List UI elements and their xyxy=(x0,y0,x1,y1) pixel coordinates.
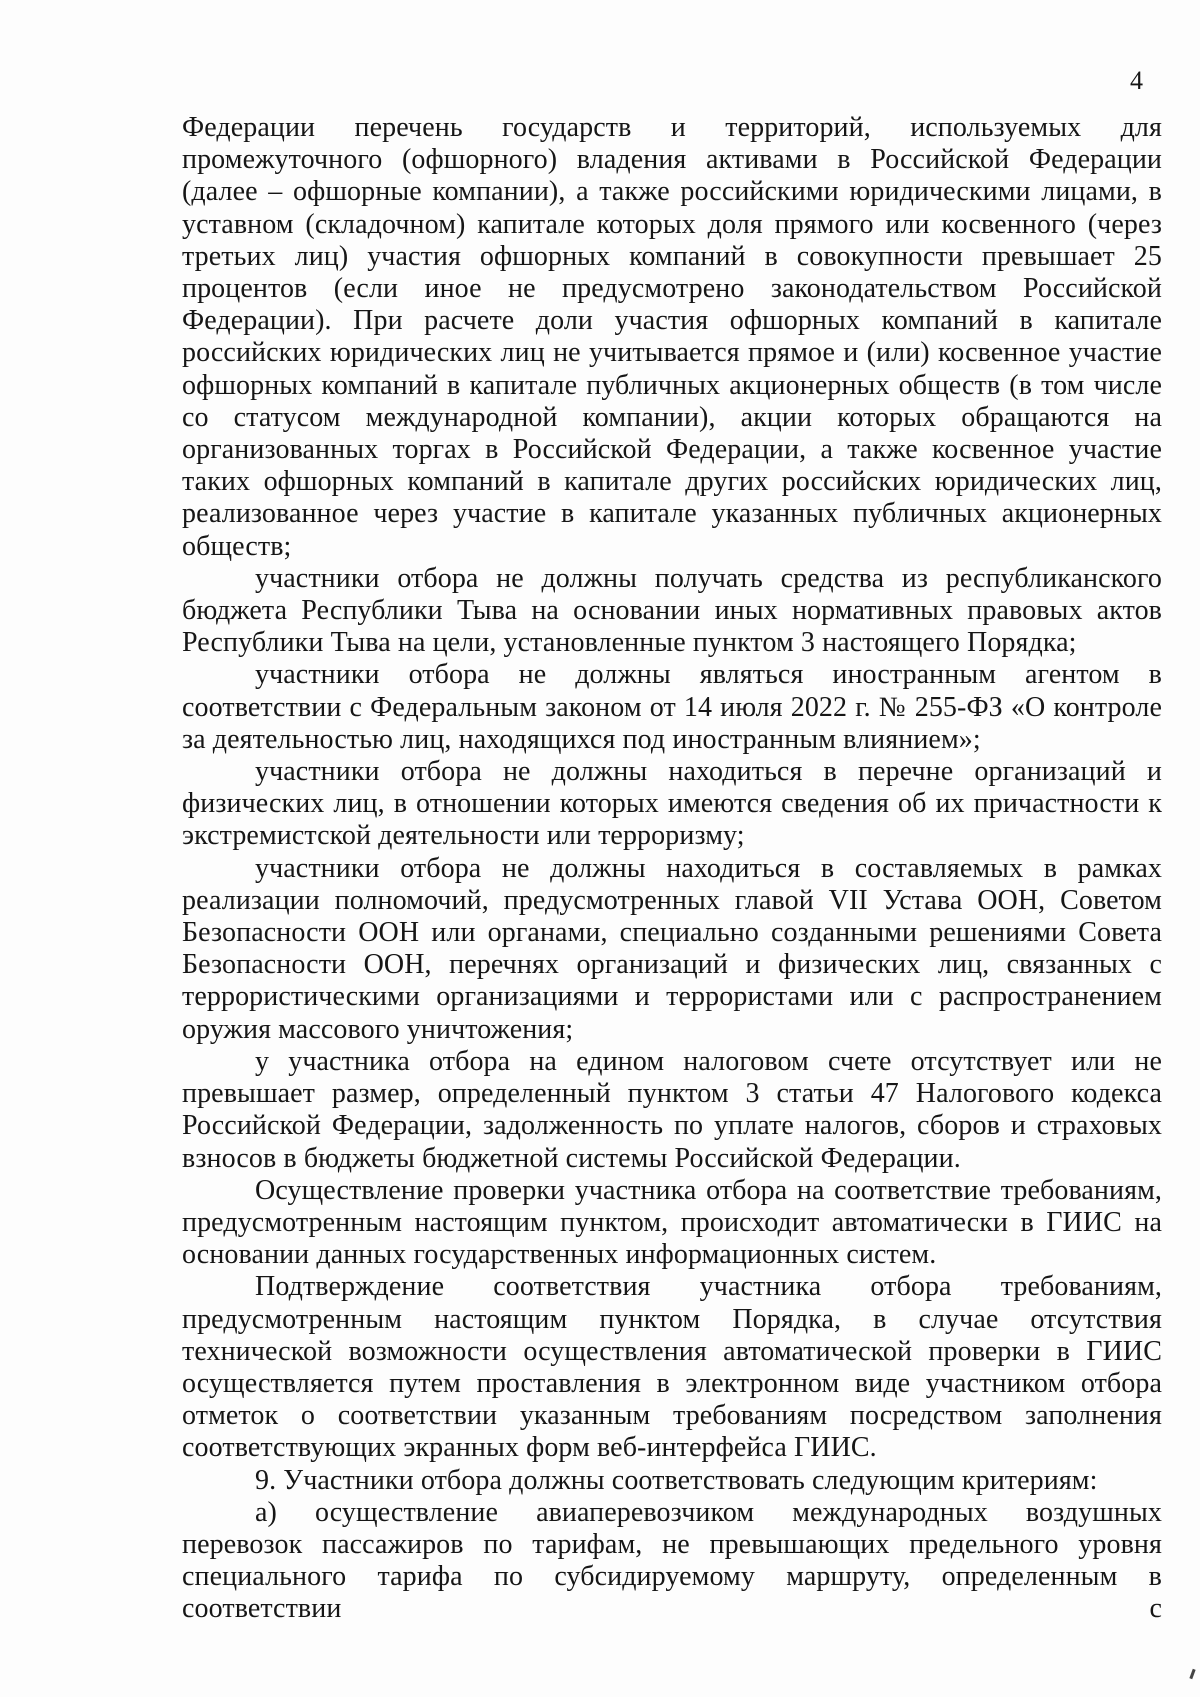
paragraph-automatic-check: Осуществление проверки участника отбора на соответствие требованиям, предусмотренным настоящим пунктом, происходит автоматически в ГИИС на основании данных государственных информационных систем. xyxy=(182,1174,1162,1271)
paragraph-manual-confirmation: Подтверждение соответствия участника отбора требованиям, предусмотренным настоящим пунктом Порядка, в случае отсутствия технической возможности осуществления автоматической проверки в ГИИС осуществляется путем проставления в электронном виде участником отбора отметок о соответствии указанным требованиям посредством заполнения соответствующих экранных форм веб-интерфейса ГИИС. xyxy=(182,1271,1162,1464)
paragraph-offshore-continuation: Федерации перечень государств и территорий, используемых для промежуточного (офшорного) владения активами в Российской Федерации (далее – офшорные компании), а также российскими юридическими лицами, в уставном (складочном) капитале которых доля прямого или косвенного (через третьих лиц) участия офшорных компаний в совокупности превышает 25 процентов (если иное не предусмотрено законодательством Российской Федерации). При расчете доли участия офшорных компаний в капитале российских юридических лиц не учитывается прямое и (или) косвенное участие офшорных компаний в капитале публичных акционерных обществ (в том числе со статусом международной компании), акции которых обращаются на организованных торгах в Российской Федерации, а также косвенное участие таких офшорных компаний в капитале других российских юридических лиц, реализованное через участие в капитале указанных публичных акционерных обществ; xyxy=(182,112,1162,562)
paragraph-no-budget-funds: участники отбора не должны получать средства из республиканского бюджета Республики Тыва на основании иных нормативных правовых актов Республики Тыва на цели, установленные пунктом 3 настоящего Порядка; xyxy=(182,562,1162,659)
document-body xyxy=(182,112,1162,1626)
page-number: 4 xyxy=(1130,66,1143,95)
paragraph-not-foreign-agent: участники отбора не должны являться иностранным агентом в соответствии с Федеральным законом от 14 июля 2022 г. № 255-ФЗ «О контроле за деятельностью лиц, находящихся под иностранным влиянием»; xyxy=(182,659,1162,755)
paragraph-not-un-sanctions-list: участники отбора не должны находиться в составляемых в рамках реализации полномочий, предусмотренных главой VII Устава ООН, Советом Безопасности ООН или органами, специально созданными решениями Совета Безопасности ООН, перечнях организаций и физических лиц, связанных с террористическими организациями и террористами или с распространением оружия массового уничтожения; xyxy=(182,852,1162,1045)
scan-corner-mark xyxy=(1189,1669,1195,1679)
paragraph-criteria-heading: 9. Участники отбора должны соответствовать следующим критериям: xyxy=(255,1464,1098,1496)
paragraph-criterion-a: а) осуществление авиаперевозчиком международных воздушных перевозок пассажиров по тарифам, не превышающих предельного уровня специального тарифа по субсидируемому маршруту, определенным в соответствии с xyxy=(182,1496,1162,1625)
paragraph-not-extremist-list: участники отбора не должны находиться в перечне организаций и физических лиц, в отношении которых имеются сведения об их причастности к экстремистской деятельности или терроризму; xyxy=(182,756,1162,852)
paragraph-tax-debt: у участника отбора на едином налоговом счете отсутствует или не превышает размер, определенный пунктом 3 статьи 47 Налогового кодекса Российской Федерации, задолженность по уплате налогов, сборов и страховых взносов в бюджеты бюджетной системы Российской Федерации. xyxy=(182,1045,1162,1174)
